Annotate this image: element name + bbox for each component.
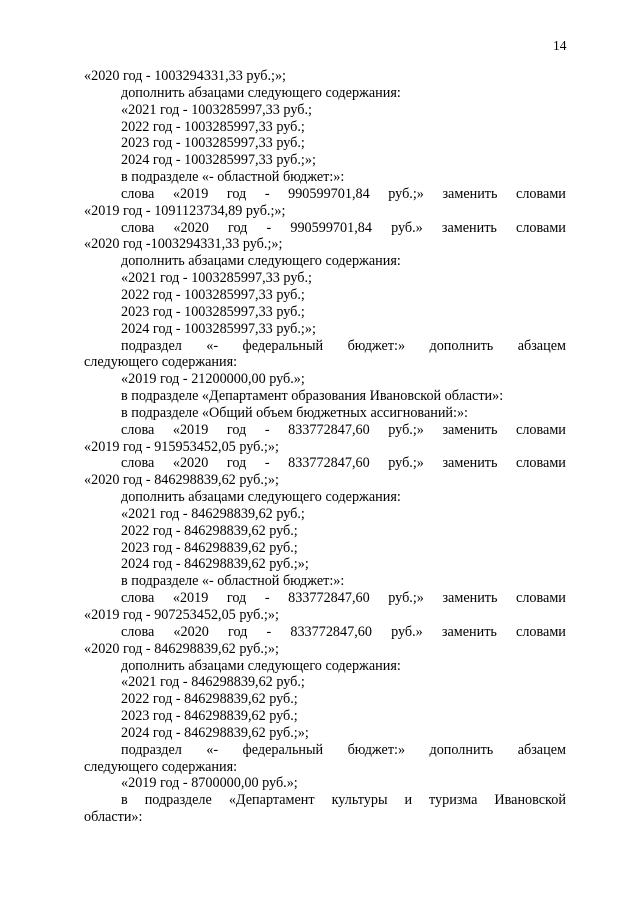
text-segment: 2023 год - 1003285997,33 руб.; (121, 135, 305, 152)
text-line (84, 203, 566, 220)
text-segment: «2019 год - 1091123734,89 руб.;»; (84, 202, 286, 219)
text-segment: «2019 (172, 421, 209, 438)
text-segment: дополнить (429, 337, 494, 354)
text-segment: руб.;» (388, 185, 424, 202)
text-segment: абзацем (517, 741, 566, 758)
text-segment: слова (121, 590, 155, 607)
text-segment: словами (516, 623, 566, 640)
text-segment: в подразделе «Департамент образования Ивановской области»: (121, 388, 504, 405)
text-line (84, 220, 566, 237)
text-segment: «2020 (172, 455, 209, 472)
text-segment: заменить (442, 590, 498, 607)
text-line (84, 321, 566, 338)
text-line (84, 742, 566, 759)
text-segment: в (121, 792, 128, 809)
text-segment: словами (516, 185, 566, 202)
text-segment: дополнить абзацами следующего содержания: (121, 84, 401, 101)
text-line (84, 439, 566, 456)
text-line (84, 759, 566, 776)
text-line (84, 152, 566, 169)
text-segment: «2019 год - 907253452,05 руб.;»; (84, 607, 279, 623)
text-segment: заменить (442, 421, 498, 438)
text-segment: заменить (442, 185, 498, 202)
text-segment: 833772847,60 (290, 623, 372, 640)
text-segment: руб.;» (388, 590, 424, 607)
text-line (84, 658, 566, 675)
text-line (84, 624, 566, 641)
text-line (84, 388, 566, 405)
text-segment: и (404, 792, 413, 809)
text-segment: слова (121, 623, 155, 640)
text-segment: - (266, 219, 272, 236)
text-line (84, 792, 566, 809)
text-segment: словами (516, 590, 566, 607)
text-segment: «Департамент (228, 792, 315, 809)
text-segment: дополнить абзацами следующего содержания: (121, 657, 401, 674)
text-line (84, 725, 566, 742)
text-segment: 833772847,60 (288, 590, 370, 607)
text-segment: дополнить абзацами следующего содержания: (121, 253, 401, 270)
text-segment: год (228, 623, 248, 640)
text-segment: туризма (429, 792, 478, 809)
text-segment: 990599701,84 (290, 219, 372, 236)
text-segment: год (226, 421, 247, 438)
text-segment: 2022 год - 846298839,62 руб.; (121, 691, 298, 708)
text-segment: «2020 год - 846298839,62 руб.;»; (84, 472, 279, 489)
text-segment: «2020 (173, 623, 209, 640)
text-line (84, 119, 566, 136)
text-segment: слова (121, 455, 155, 472)
text-segment: 2022 год - 1003285997,33 руб.; (121, 286, 305, 303)
text-segment: «2020 год - 846298839,62 руб.;»; (84, 640, 279, 657)
text-segment: подразделе (144, 792, 212, 809)
text-segment: год (226, 455, 247, 472)
text-segment: следующего содержания: (84, 354, 238, 371)
text-segment: - (264, 185, 270, 202)
text-segment: слова (121, 219, 155, 236)
text-segment: культуры (331, 792, 388, 809)
text-segment: «- (206, 741, 219, 758)
text-line (84, 641, 566, 658)
text-line (84, 102, 566, 119)
text-segment: в подразделе «- областной бюджет:»: (121, 573, 345, 590)
text-segment: руб.» (391, 623, 423, 640)
text-segment: руб.;» (388, 421, 424, 438)
text-line (84, 304, 566, 321)
text-segment: «2021 год - 1003285997,33 руб.; (121, 101, 312, 118)
text-line (84, 708, 566, 725)
text-line (84, 809, 566, 826)
text-segment: «2021 год - 1003285997,33 руб.; (121, 270, 312, 287)
text-segment: «2019 год - 915953452,05 руб.;»; (84, 438, 279, 455)
text-line (84, 68, 566, 85)
text-line (84, 135, 566, 152)
text-line (84, 371, 566, 388)
text-segment: словами (516, 455, 566, 472)
text-segment: федеральный (242, 337, 324, 354)
text-segment: «2019 год - 8700000,00 руб.»; (121, 775, 298, 792)
text-line (84, 455, 566, 472)
text-segment: 833772847,60 (288, 421, 370, 438)
text-segment: бюджет:» (347, 337, 406, 354)
text-segment: 990599701,84 (288, 185, 370, 202)
text-line (84, 775, 566, 792)
text-segment: 2024 год - 1003285997,33 руб.;»; (121, 152, 316, 169)
text-line (84, 540, 566, 557)
text-line (84, 422, 566, 439)
text-segment: - (264, 455, 270, 472)
text-line (84, 691, 566, 708)
text-segment: 833772847,60 (288, 455, 370, 472)
text-line (84, 674, 566, 691)
text-segment: «2020 год - 1003294331,33 руб.;»; (84, 68, 286, 84)
text-segment: «- (206, 337, 219, 354)
text-segment: 2023 год - 846298839,62 руб.; (121, 539, 298, 556)
text-line (84, 405, 566, 422)
text-segment: следующего содержания: (84, 758, 238, 775)
text-segment: 2023 год - 1003285997,33 руб.; (121, 303, 305, 320)
text-segment: федеральный (242, 741, 324, 758)
text-segment: «2019 (172, 590, 209, 607)
text-line (84, 472, 566, 489)
text-segment: год (226, 185, 247, 202)
text-segment: абзацем (517, 337, 566, 354)
text-segment: дополнить (429, 741, 494, 758)
text-segment: 2022 год - 846298839,62 руб.; (121, 522, 298, 539)
text-segment: руб.» (391, 219, 423, 236)
text-segment: «2020 (173, 219, 209, 236)
text-line (84, 85, 566, 102)
text-line (84, 590, 566, 607)
text-line (84, 236, 566, 253)
text-segment: 2022 год - 1003285997,33 руб.; (121, 118, 305, 135)
document-body (84, 68, 566, 826)
text-segment: руб.;» (388, 455, 424, 472)
text-segment: словами (516, 219, 566, 236)
text-segment: области»: (84, 809, 143, 826)
text-segment: «2021 год - 846298839,62 руб.; (121, 674, 305, 691)
text-line (84, 607, 566, 624)
text-line (84, 338, 566, 355)
text-segment: - (264, 421, 270, 438)
text-segment: заменить (441, 623, 497, 640)
text-line (84, 253, 566, 270)
text-segment: год (228, 219, 248, 236)
text-segment: слова (121, 185, 155, 202)
text-segment: заменить (442, 455, 498, 472)
text-segment: «2019 год - 21200000,00 руб.»; (121, 371, 305, 388)
text-segment: заменить (441, 219, 497, 236)
text-line (84, 287, 566, 304)
text-segment: в подразделе «Общий объем бюджетных ассигнований:»: (121, 404, 468, 421)
text-segment: подраздел (121, 741, 182, 758)
text-line (84, 523, 566, 540)
text-line (84, 489, 566, 506)
text-line (84, 573, 566, 590)
text-segment: - (264, 590, 270, 607)
page-number: 14 (553, 38, 567, 53)
text-segment: 2024 год - 846298839,62 руб.;»; (121, 724, 309, 741)
text-segment: дополнить абзацами следующего содержания: (121, 489, 401, 506)
text-segment: слова (121, 421, 155, 438)
text-line (84, 270, 566, 287)
text-line (84, 354, 566, 371)
text-segment: в подразделе «- областной бюджет:»: (121, 169, 345, 186)
text-segment: словами (516, 421, 566, 438)
text-segment: - (266, 623, 272, 640)
text-line (84, 556, 566, 573)
text-segment: «2020 год -1003294331,33 руб.;»; (84, 236, 283, 253)
text-segment: подраздел (121, 337, 182, 354)
text-segment: год (226, 590, 247, 607)
text-segment: бюджет:» (347, 741, 406, 758)
text-segment: «2021 год - 846298839,62 руб.; (121, 505, 305, 522)
text-segment: Ивановской (494, 792, 566, 809)
text-segment: «2019 (172, 185, 209, 202)
text-line (84, 169, 566, 186)
text-segment: 2024 год - 1003285997,33 руб.;»; (121, 320, 316, 337)
text-segment: 2024 год - 846298839,62 руб.;»; (121, 556, 309, 573)
text-segment: 2023 год - 846298839,62 руб.; (121, 708, 298, 725)
text-line (84, 186, 566, 203)
text-line (84, 506, 566, 523)
